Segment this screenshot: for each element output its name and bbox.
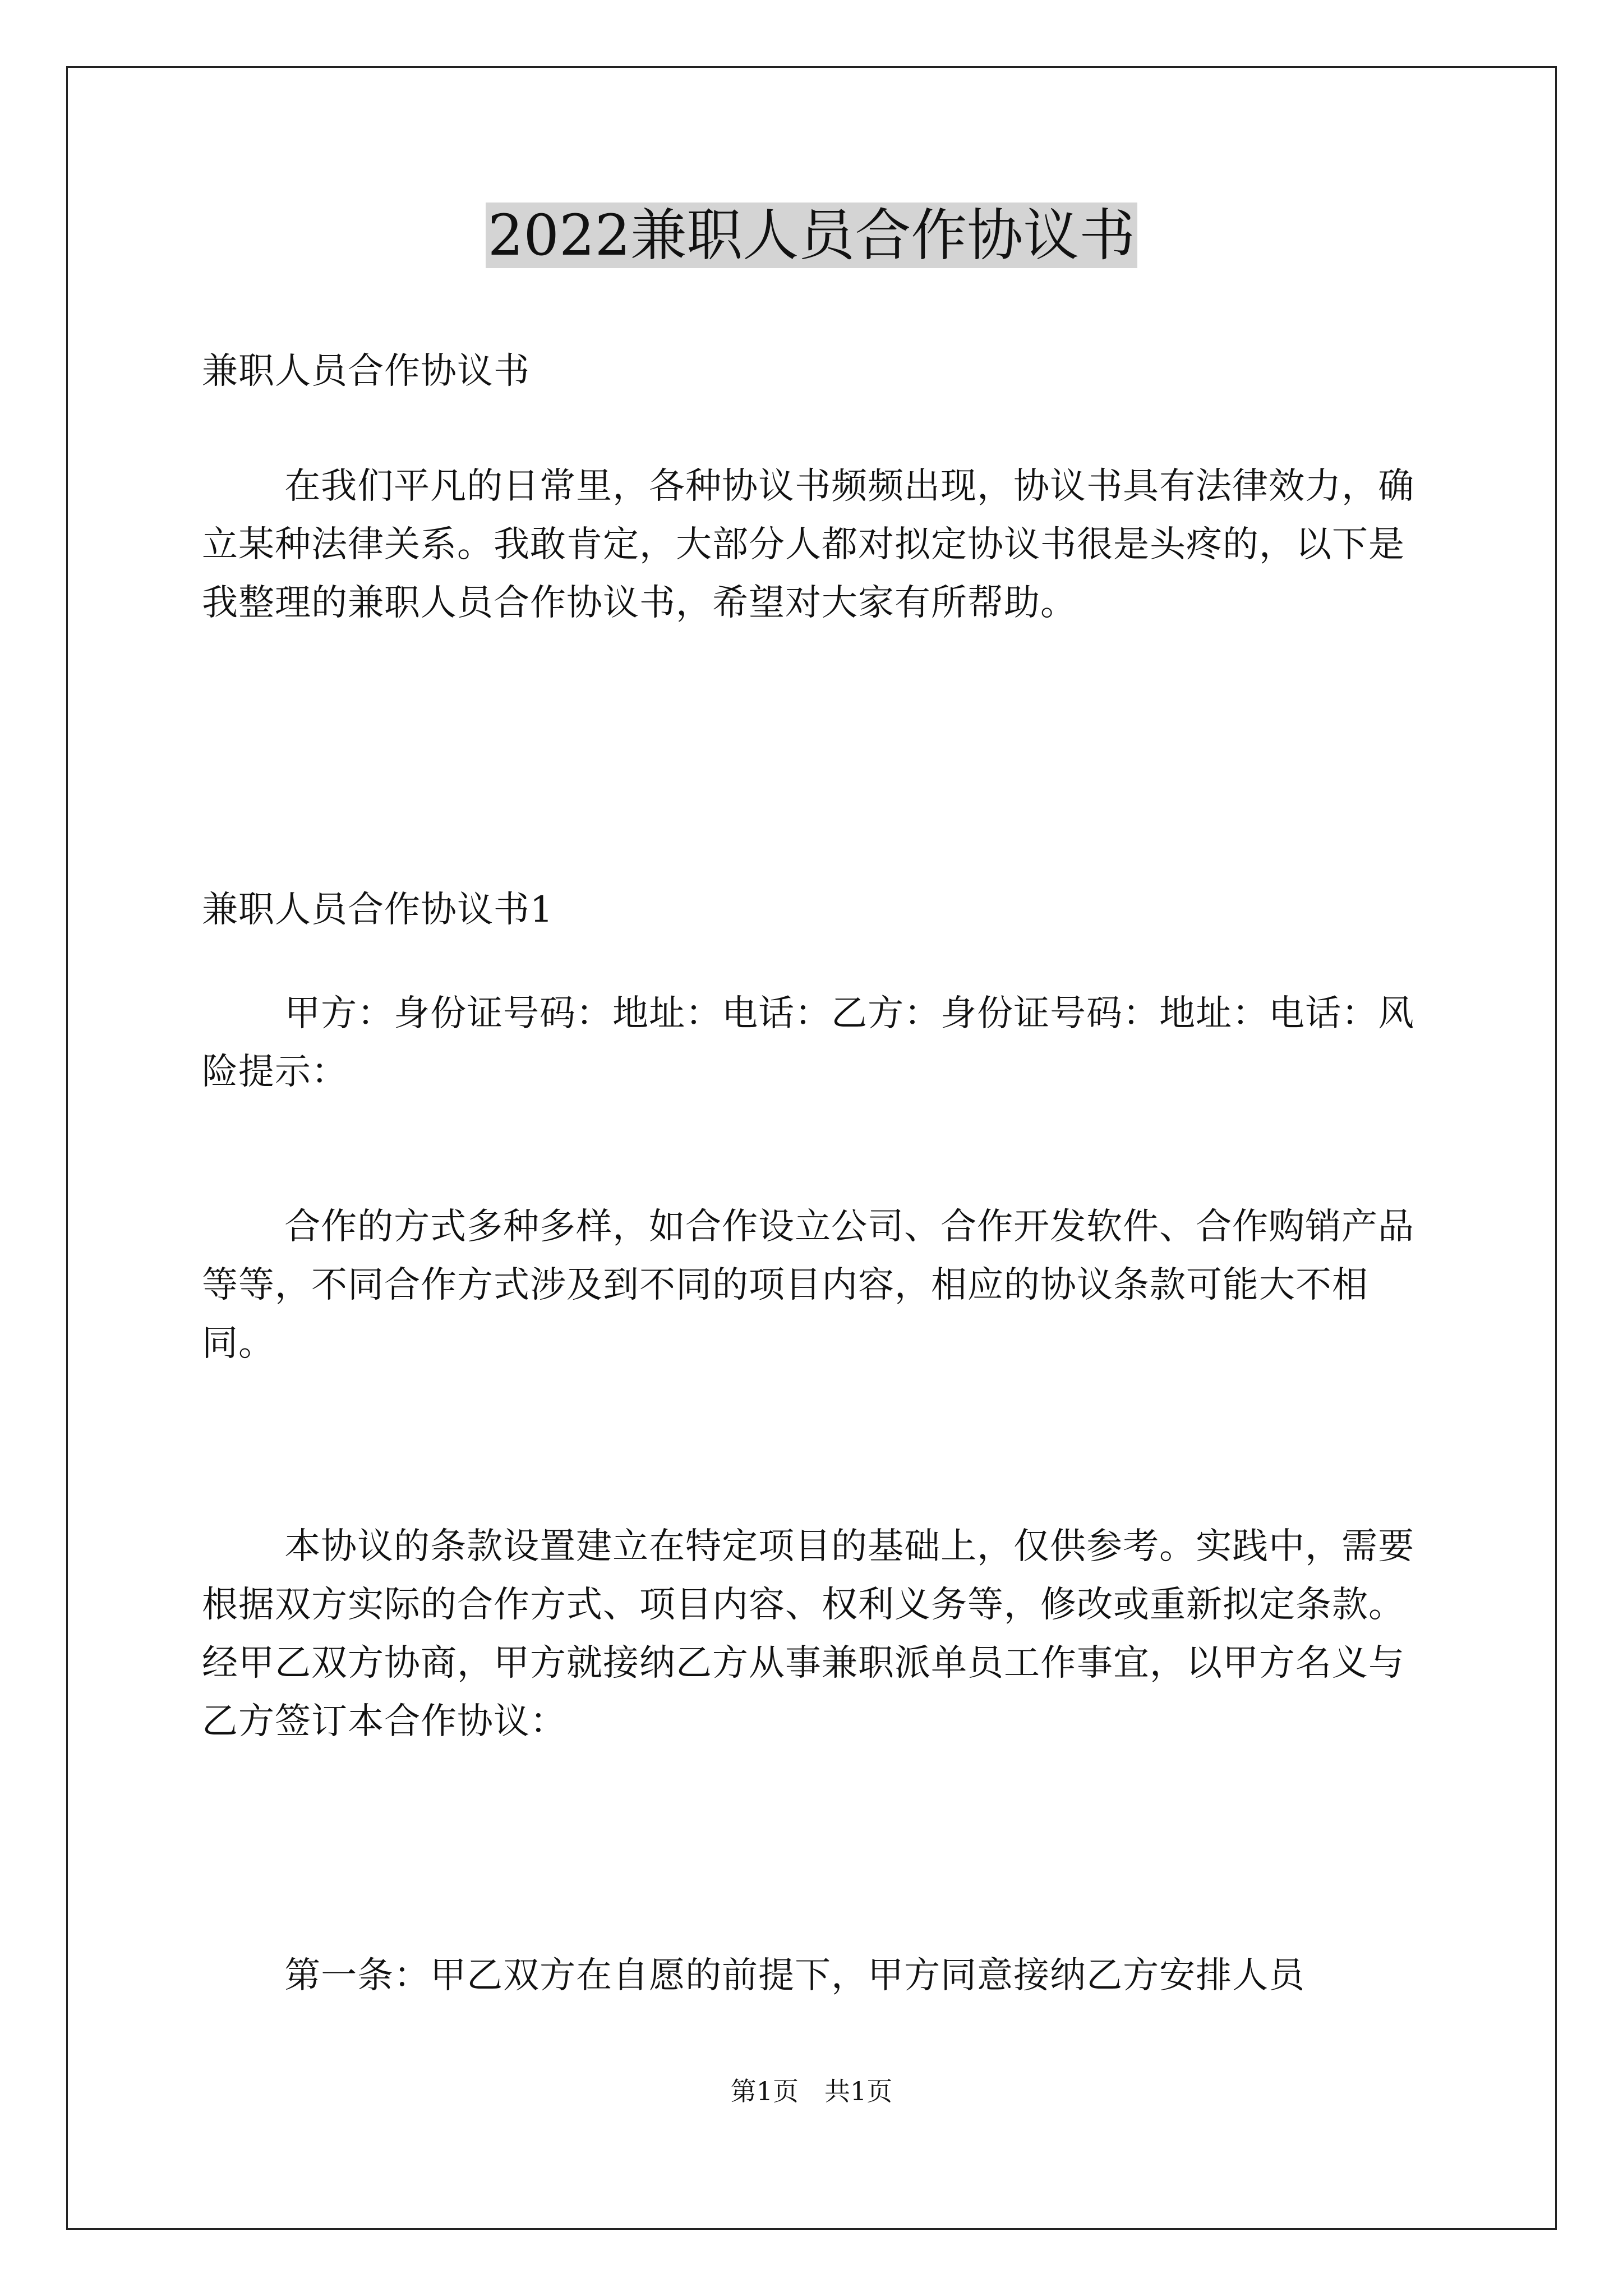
intro-paragraph: 在我们平凡的日常里，各种协议书频频出现，协议书具有法律效力，确立某种法律关系。我敢肯定，大部分人都对拟定协议书很是头疼的，以下是我整理的兼职人员合作协议书，希望对大家有所帮助。 [202,466,1415,624]
risk-note-paragraph-2: 本协议的条款设置建立在特定项目的基础上，仅供参考。实践中，需要根据双方实际的合作方式、项目内容、权利义务等，修改或重新拟定条款。经甲乙双方协商，甲方就接纳乙方从事兼职派单员工作事宜，以甲方名义与乙方签订本合作协议： [202,1526,1415,1742]
document-subtitle: 兼职人员合作协议书 [202,351,530,392]
document-title [0,199,1623,272]
parties-paragraph: 甲方：身份证号码：地址：电话：乙方：身份证号码：地址：电话：风险提示： [202,993,1415,1093]
risk-note-paragraph-1: 合作的方式多种多样，如合作设立公司、合作开发软件、合作购销产品等等，不同合作方式涉及到不同的项目内容，相应的协议条款可能大不相同。 [202,1206,1415,1364]
section-heading: 兼职人员合作协议书1 [202,889,554,931]
article-1-paragraph: 第一条：甲乙双方在自愿的前提下，甲方同意接纳乙方安排人员 [284,1955,1306,1996]
document-title-text: 2022兼职人员合作协议书 [486,203,1138,268]
page-footer: 第1页 共1页 [730,2076,893,2106]
